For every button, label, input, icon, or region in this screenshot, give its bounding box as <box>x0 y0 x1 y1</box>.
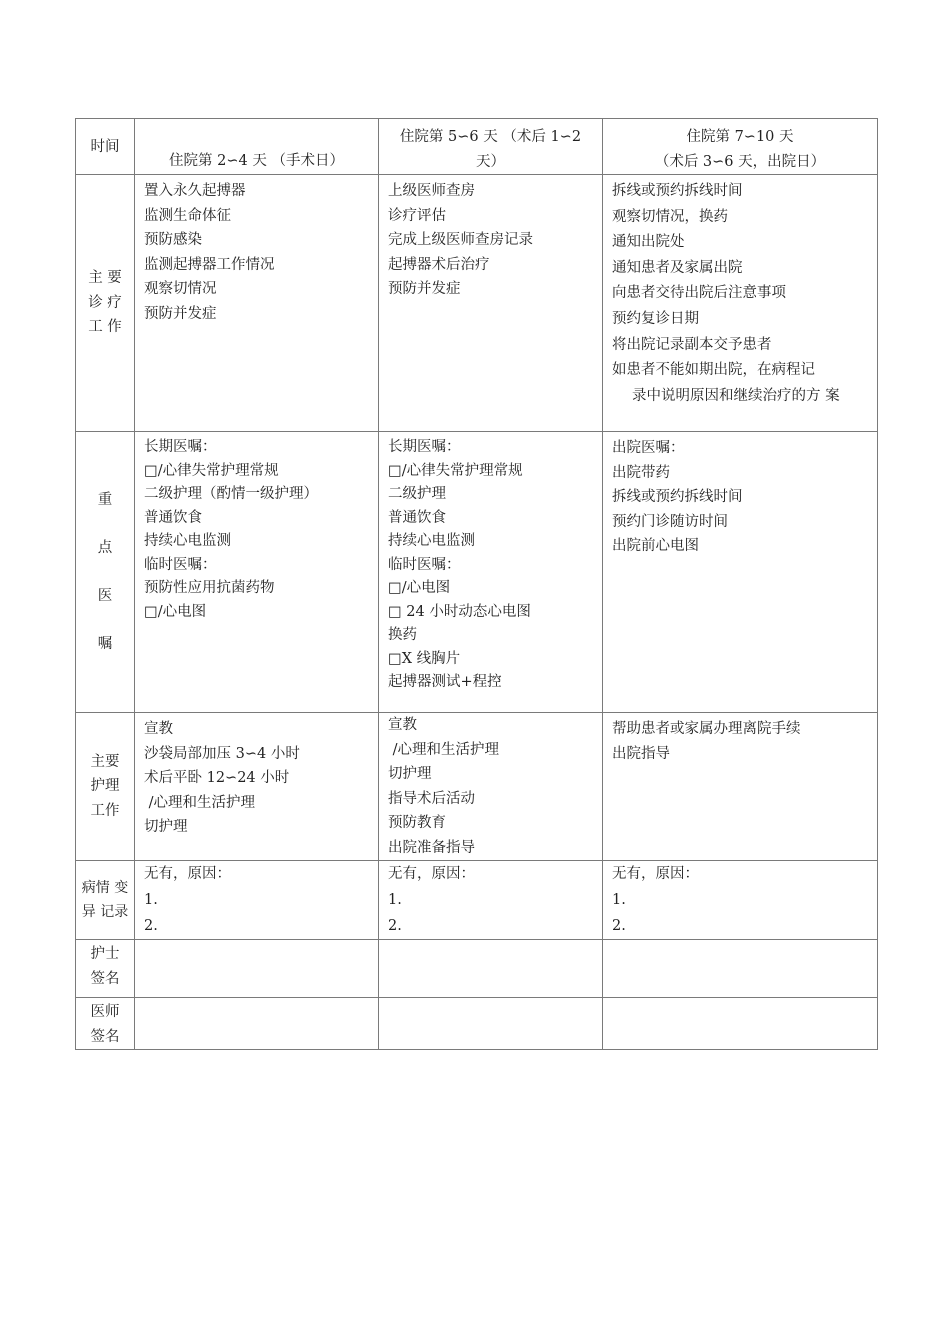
variance-item: 1. <box>612 892 626 908</box>
doctor-signature-day-7-10[interactable] <box>603 998 878 1050</box>
list-item: 观察切情况，换药 <box>612 208 728 225</box>
day-5-6-header <box>379 119 603 175</box>
list-item: 切护理 <box>144 819 188 835</box>
nurse-signature-day-2-4[interactable] <box>135 940 379 998</box>
day-5-6-title-line1: 住院第 5∽6 天 （术后 1∽2 <box>399 129 582 145</box>
row-label-line: 工 作 <box>88 319 122 336</box>
variance-item: 2. <box>612 918 626 934</box>
nurse-signature-day-7-10[interactable] <box>603 940 878 998</box>
key-orders-day-2-4 <box>135 432 379 713</box>
key-orders-day-7-10 <box>603 432 878 713</box>
row-label-line: 工作 <box>90 802 120 819</box>
list-item: 普通饮食 <box>144 509 202 526</box>
list-item: 指导术后活动 <box>388 790 475 807</box>
list-item: 预防并发症 <box>388 281 461 297</box>
list-item: 置入永久起搏器 <box>144 183 246 199</box>
list-item: 普通饮食 <box>388 509 446 526</box>
list-item: 临时医嘱： <box>144 556 217 573</box>
main-work-day-2-4 <box>135 175 379 432</box>
list-item: 切护理 <box>388 766 432 782</box>
clinical-pathway-table <box>75 118 878 1050</box>
day-7-10-header <box>603 119 878 175</box>
variance-item: 2. <box>388 918 402 934</box>
nursing-label <box>76 713 135 861</box>
doctor-signature-day-2-4[interactable] <box>135 998 379 1050</box>
list-item: 起搏器测试+程控 <box>388 674 502 690</box>
row-label-line: 主 要 <box>88 270 122 287</box>
day-5-6-title-line2: 天） <box>476 153 505 170</box>
variance-day-7-10 <box>603 861 878 940</box>
list-item: 监测起搏器工作情况 <box>144 256 275 273</box>
day-2-4-header <box>135 119 379 175</box>
row-label-line: 签名 <box>90 1028 120 1045</box>
key-orders-row <box>76 432 878 713</box>
list-item: 换药 <box>388 627 417 643</box>
list-item: 宣教 <box>388 717 417 733</box>
row-label-line: 诊 疗 <box>88 294 122 311</box>
list-item: 二级护理（酌情一级护理） <box>144 486 318 502</box>
list-item: 预防感染 <box>144 232 202 248</box>
day-2-4-title: 住院第 2∽4 天 （手术日） <box>169 153 344 169</box>
list-item: 录中说明原因和继续治疗的方 案 <box>632 387 840 404</box>
list-item: 临时医嘱： <box>388 556 461 573</box>
key-orders-label <box>76 432 135 713</box>
variance-item: 2. <box>144 918 158 934</box>
list-item: 沙袋局部加压 3∽4 小时 <box>144 745 300 762</box>
list-item: 二级护理 <box>388 486 446 502</box>
key-orders-day-5-6 <box>379 432 603 713</box>
list-item: □/心律失常护理常规 <box>388 462 523 479</box>
day-7-10-title-line2: （术后 3∽6 天，出院日） <box>654 153 826 170</box>
main-work-day-7-10 <box>603 175 878 432</box>
list-item: 拆线或预约拆线时间 <box>612 489 743 505</box>
row-label-line: 主要 <box>90 753 120 770</box>
day-7-10-title-line1: 住院第 7∽10 天 <box>686 129 794 145</box>
row-label-char: 医 <box>97 588 113 604</box>
doctor-signature-label <box>76 998 135 1050</box>
list-item: 向患者交待出院后注意事项 <box>612 285 786 302</box>
list-item: 通知患者及家属出院 <box>612 259 743 276</box>
list-item: 出院指导 <box>612 745 670 762</box>
nursing-day-7-10 <box>603 713 878 861</box>
list-item: 帮助患者或家属办理离院手续 <box>612 721 801 737</box>
variance-day-5-6 <box>379 861 603 940</box>
row-label-line: 护士 <box>90 946 120 962</box>
variance-option: 无有，原因： <box>144 866 231 882</box>
list-item: 持续心电监测 <box>388 533 475 549</box>
row-label-line: 病情 变 <box>81 879 129 896</box>
nursing-day-2-4 <box>135 713 379 861</box>
variance-day-2-4 <box>135 861 379 940</box>
list-item: 预防并发症 <box>144 305 217 322</box>
row-label-char: 点 <box>97 540 113 556</box>
time-label: 时间 <box>90 138 120 155</box>
list-item: 将出院记录副本交予患者 <box>612 336 772 353</box>
row-label-line: 护理 <box>90 778 120 795</box>
list-item: □ 24 小时动态心电图 <box>388 603 531 620</box>
list-item: 出院准备指导 <box>388 839 475 856</box>
row-label-line: 异 记录 <box>81 904 129 920</box>
variance-item: 1. <box>388 892 402 908</box>
list-item: 预约门诊随访时间 <box>612 513 728 530</box>
main-work-day-5-6 <box>379 175 603 432</box>
list-item: 持续心电监测 <box>144 533 231 549</box>
list-item: 拆线或预约拆线时间 <box>612 183 743 199</box>
time-header <box>76 119 135 175</box>
nurse-signature-row <box>76 940 878 998</box>
row-label-line: 医师 <box>90 1004 120 1020</box>
list-item: 观察切情况 <box>144 281 217 297</box>
doctor-signature-day-5-6[interactable] <box>379 998 603 1050</box>
list-item: 预防性应用抗菌药物 <box>144 580 275 596</box>
list-item: □/心律失常护理常规 <box>144 462 279 479</box>
nurse-signature-label <box>76 940 135 998</box>
list-item: 出院带药 <box>612 464 670 481</box>
list-item: 出院前心电图 <box>612 538 699 554</box>
list-item: 监测生命体征 <box>144 207 231 224</box>
variance-label <box>76 861 135 940</box>
nursing-row <box>76 713 878 861</box>
list-item: 通知出院处 <box>612 234 685 251</box>
list-item: 起搏器术后治疗 <box>388 256 490 273</box>
list-item: 如患者不能如期出院，在病程记 <box>612 362 815 379</box>
row-label-char: 重 <box>97 492 113 508</box>
nursing-day-5-6 <box>379 713 603 861</box>
list-item: /心理和生活护理 <box>144 794 255 811</box>
list-item: 预防教育 <box>388 815 446 831</box>
list-item: 宣教 <box>144 721 173 737</box>
list-item: □/心电图 <box>388 580 451 596</box>
list-item: 上级医师查房 <box>388 183 475 199</box>
row-label-char: 嘱 <box>97 636 113 652</box>
variance-item: 1. <box>144 892 158 908</box>
list-item: /心理和生活护理 <box>388 741 499 758</box>
list-item: □/心电图 <box>144 603 207 620</box>
row-label-line: 签名 <box>90 970 120 987</box>
list-item: 长期医嘱： <box>388 439 461 455</box>
variance-option: 无有，原因： <box>388 866 475 882</box>
main-work-row <box>76 175 878 432</box>
nurse-signature-day-5-6[interactable] <box>379 940 603 998</box>
list-item: □X 线胸片 <box>388 650 461 667</box>
variance-option: 无有，原因： <box>612 866 699 882</box>
list-item: 完成上级医师查房记录 <box>388 232 533 248</box>
doctor-signature-row <box>76 998 878 1050</box>
main-work-label <box>76 175 135 432</box>
variance-row <box>76 861 878 940</box>
list-item: 长期医嘱： <box>144 439 217 455</box>
list-item: 预约复诊日期 <box>612 310 699 327</box>
list-item: 诊疗评估 <box>388 207 446 224</box>
list-item: 出院医嘱： <box>612 440 685 456</box>
header-row <box>76 119 878 175</box>
list-item: 术后平卧 12∽24 小时 <box>144 770 290 786</box>
